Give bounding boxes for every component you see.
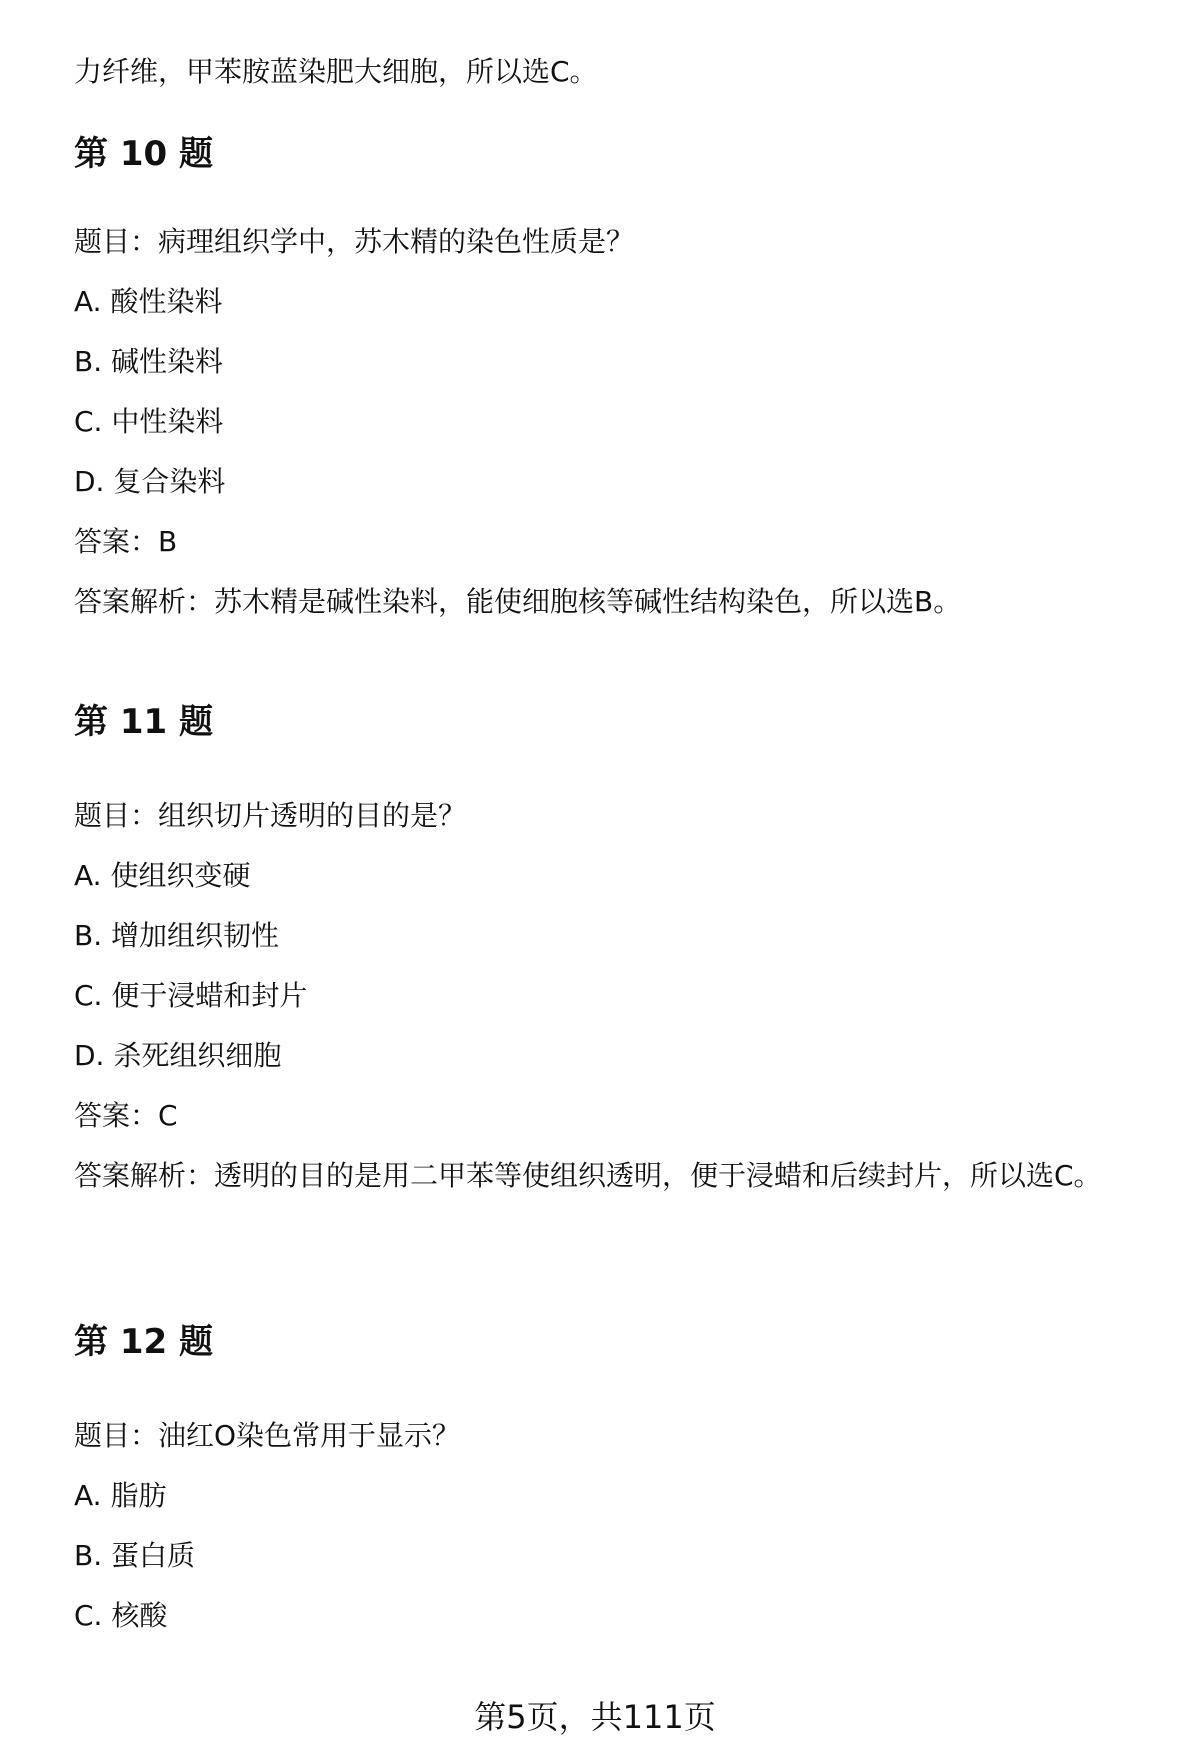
question-heading: 第 12 题	[74, 1322, 213, 1362]
answer: 答案：C	[74, 1099, 178, 1132]
answer: 答案：B	[74, 525, 178, 558]
option-b: B. 增加组织韧性	[74, 919, 280, 952]
option-d: D. 复合染料	[74, 465, 226, 498]
question-stem: 题目：病理组织学中，苏木精的染色性质是？	[74, 225, 635, 258]
question-11	[74, 700, 1134, 1226]
question-stem: 题目：组织切片透明的目的是？	[74, 799, 467, 832]
continuation-text: 力纤维，甲苯胺蓝染肥大细胞，所以选C。	[74, 55, 598, 88]
question-12	[74, 1320, 460, 1656]
answer-analysis: 答案解析：苏木精是碱性染料，能使细胞核等碱性结构染色，所以选B。	[74, 585, 962, 618]
option-c: C. 核酸	[74, 1599, 168, 1632]
document-page	[74, 0, 1134, 1632]
option-c: C. 中性染料	[74, 405, 224, 438]
question-heading: 第 11 题	[74, 702, 213, 742]
option-b: B. 蛋白质	[74, 1539, 196, 1572]
answer-analysis: 答案解析：透明的目的是用二甲苯等使组织透明，便于浸蜡和后续封片，所以选C。	[74, 1159, 1102, 1192]
question-10	[74, 132, 961, 642]
option-a: A. 脂肪	[74, 1479, 167, 1512]
question-heading: 第 10 题	[74, 134, 213, 174]
option-c: C. 便于浸蜡和封片	[74, 979, 308, 1012]
option-a: A. 酸性染料	[74, 285, 223, 318]
question-stem: 题目：油红O染色常用于显示？	[74, 1419, 461, 1452]
option-a: A. 使组织变硬	[74, 859, 251, 892]
page-number-footer: 第5页，共111页	[474, 1698, 716, 1736]
option-d: D. 杀死组织细胞	[74, 1039, 282, 1072]
option-b: B. 碱性染料	[74, 345, 224, 378]
